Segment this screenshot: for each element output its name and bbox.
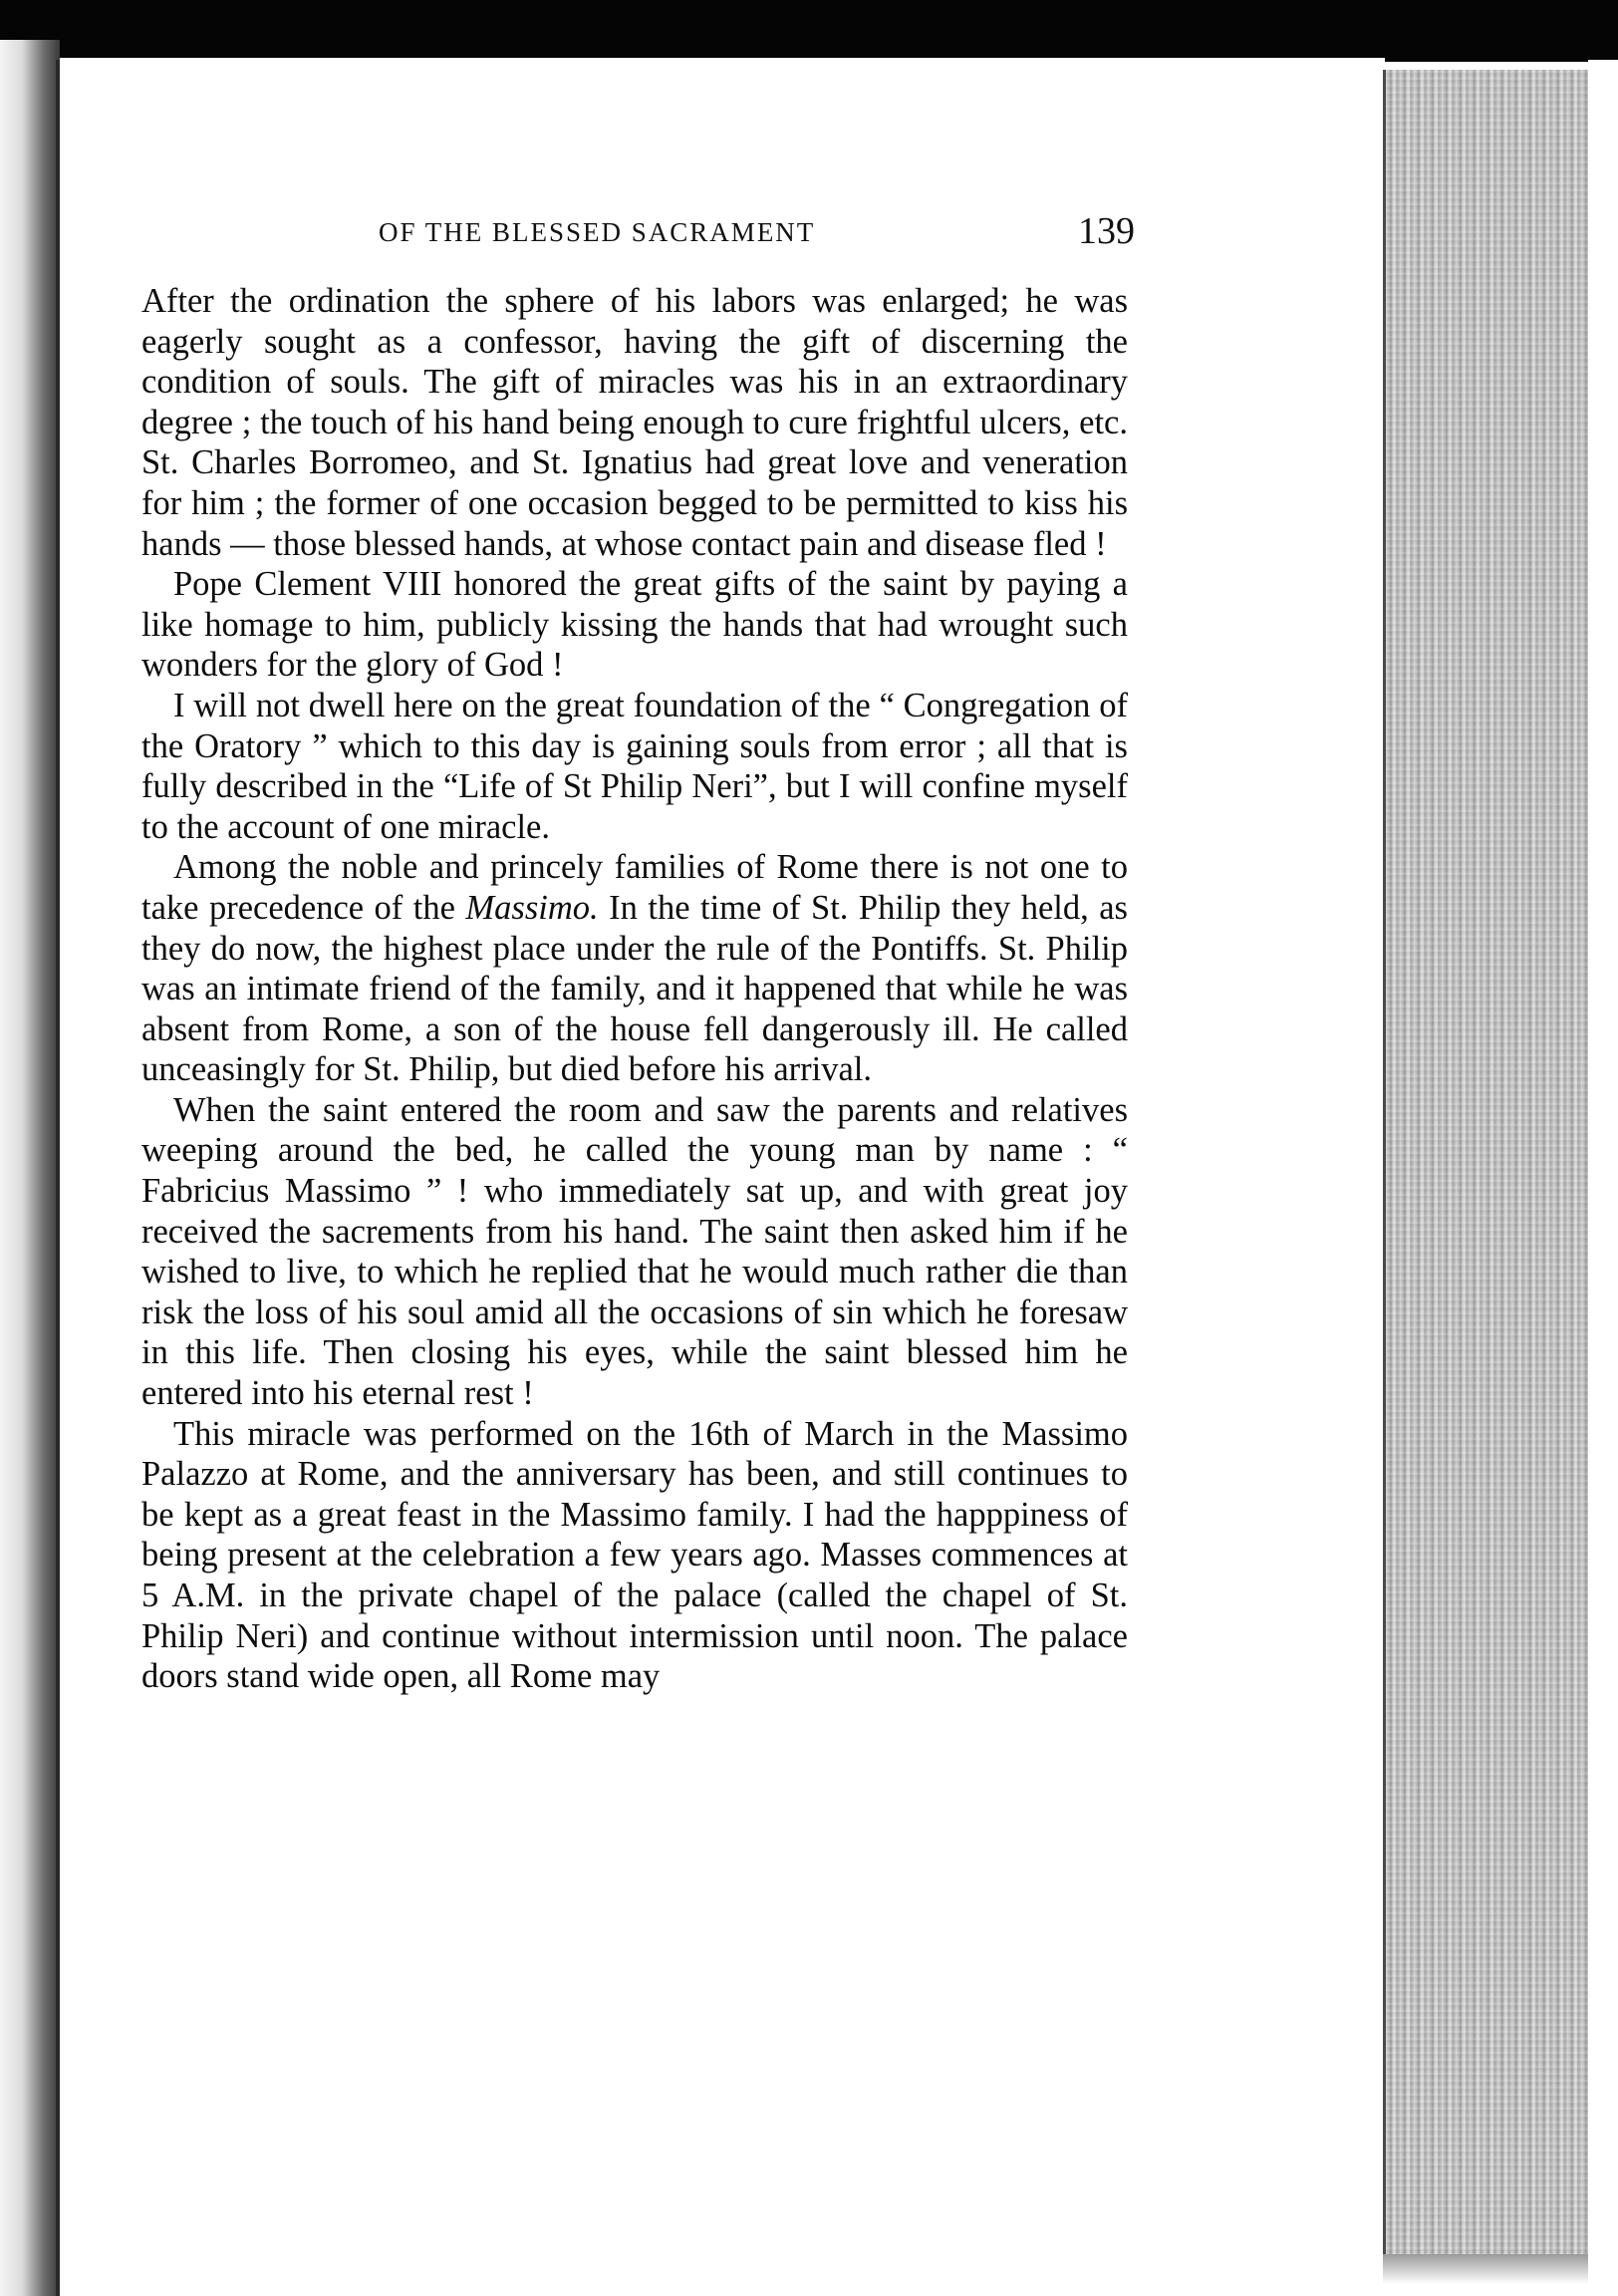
right-margin xyxy=(1588,60,1618,2296)
running-header: OF THE BLESSED SACRAMENT xyxy=(379,217,816,247)
italic-name: Massimo. xyxy=(465,888,599,927)
page-number: 139 xyxy=(1078,210,1135,252)
scanner-background xyxy=(0,0,1618,62)
paragraph: I will not dwell here on the great foundation of the “ Congregation of the Oratory ” which to this day is gaining souls from error ; all that is fully described in the “Life of St Philip Neri”, but I will confine myself to the account of one miracle. xyxy=(141,686,1128,846)
paragraph: Pope Clement VIII honored the great gifts of the saint by paying a like homage to him, publicly kissing the hands that had wrought such wonders for the glory of God ! xyxy=(141,565,1128,685)
paragraph-text: In the time of St. Philip they held, as they do now, the highest place under the rule of the Pontiffs. St. Philip was an intimate friend of the family, and it happened that while he was absent from Rome, a son of the house fell dangerously ill. He called unceasingly for St. Philip, but died before his arrival. xyxy=(141,888,1128,1089)
page-edges-stack xyxy=(1383,70,1591,2282)
paragraph: After the ordination the sphere of his labors was enlarged; he was eagerly sought as a confessor, having the gift of discerning the condition of souls. The gift of miracles was his in an extraordinary degree ; the touch of his hand being enough to cure frightful ulcers, etc. St. Charles Borromeo, and St. Ignatius had great love and veneration for him ; the former of one occasion begged to be permitted to kiss his hands — those blessed hands, at whose contact pain and disease fled ! xyxy=(141,282,1128,563)
book-binding-gutter xyxy=(0,40,60,2296)
paragraph xyxy=(141,847,1128,1090)
paragraph-text: Among the noble and princely families of Rome there is not one to take precedence of the xyxy=(141,848,1128,927)
paragraph: When the saint entered the room and saw the parents and relatives weeping around the bed, he called the young man by name : “ Fabricius Massimo ” ! who immediately sat up, and with great joy received the sacrements from his hand. The saint then asked him if he wished to live, to which he replied that he would much rather die than risk the loss of his soul amid all the occasions of sin which he foresaw in this life. Then closing his eyes, while the saint blessed him he entered into his eternal rest ! xyxy=(141,1090,1128,1413)
paragraph: This miracle was performed on the 16th of March in the Massimo Palazzo at Rome, and the anniversary has been, and still continues to be kept as a great feast in the Massimo family. I had the happpiness of being present at the celebration a few years ago. Masses commences at 5 A.M. in the private chapel of the palace (called the chapel of St. Philip Neri) and continue without intermission until noon. The palace doors stand wide open, all Rome may xyxy=(141,1414,1128,1696)
body-text xyxy=(141,281,1128,1697)
page-edges-shadow xyxy=(1383,2254,1588,2284)
